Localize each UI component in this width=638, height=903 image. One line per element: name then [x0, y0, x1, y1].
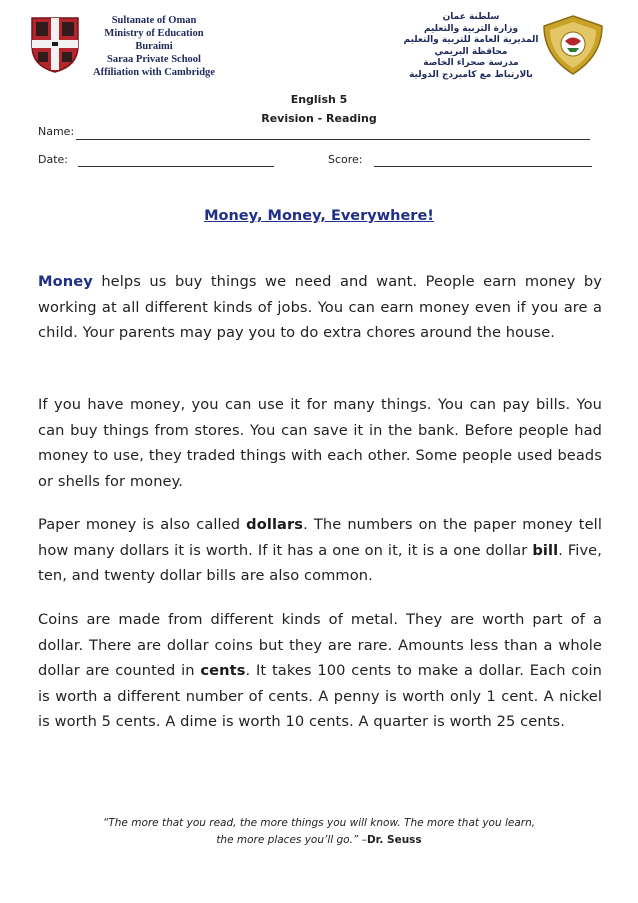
- keyword-dollars: dollars: [246, 516, 304, 533]
- paragraph-text: Coins are made from different kinds of metal. They are worth part of a dollar. There are dollar coins but they are rare. Amounts less than a whole dollar are counted in: [38, 611, 602, 679]
- school-header-english: [84, 14, 224, 79]
- header-line: سلطنة عمان: [442, 12, 500, 22]
- keyword-bill: bill: [532, 541, 559, 559]
- cambridge-crest-logo: [30, 16, 80, 78]
- keyword-cents: cents: [200, 662, 246, 679]
- header-line: Affiliation with Cambridge: [93, 67, 215, 78]
- keyword-money: Money: [38, 273, 93, 290]
- paragraph-text: Paper money is also called: [38, 516, 247, 533]
- paragraph-2: If you have money, you can use it for many things. You can pay bills. You can buy things from stores. You can save it in the bank. Before people had money to use, they traded things with each other. Some people used beads or shells for money.: [38, 396, 602, 490]
- name-field-line[interactable]: [76, 139, 590, 140]
- name-field-row: [38, 125, 74, 138]
- paragraph-4: [38, 607, 602, 735]
- date-field-line[interactable]: [78, 166, 274, 167]
- header-line: بالارتباط مع كامبردج الدولية: [409, 69, 533, 80]
- worksheet-subtitle: Revision - Reading: [261, 112, 377, 125]
- header-line: مدرسة صحراء الخاصة: [423, 58, 519, 68]
- closing-quote: [30, 815, 608, 849]
- quote-author: Dr. Seuss: [366, 834, 422, 846]
- header-line: المديرية العامة للتربية والتعليم: [403, 35, 539, 45]
- score-field-line[interactable]: [374, 166, 592, 167]
- date-label: Date:: [38, 153, 68, 166]
- paragraph-text: . The numbers on the paper money tell how many dollars it is worth. If it has a one on it, it is a one dollar: [38, 516, 602, 559]
- quote-line-1: “The more that you read, the more things you will know. The more that you learn,: [102, 817, 536, 829]
- name-label: Name:: [38, 125, 75, 138]
- paragraph-text: . It takes 100 cents to make a dollar. Each coin is worth a different number of cents. A penny is worth only 1 cent. A nickel is worth 5 cents. A dime is worth 10 cents. A quarter is worth 25 cents.: [38, 662, 602, 730]
- header-line: وزارة التربية والتعليم: [423, 23, 519, 34]
- header-line: Buraimi: [135, 41, 173, 52]
- reading-title: Money, Money, Everywhere!: [204, 208, 434, 224]
- paragraph-1: [38, 269, 602, 346]
- score-label: Score:: [328, 153, 363, 166]
- school-header-arabic: [396, 12, 546, 81]
- quote-text: the more places you’ll go.” –: [216, 834, 367, 846]
- quote-line-2: [30, 832, 608, 849]
- header-line: محافظة البريمي: [434, 46, 508, 57]
- header-line: Ministry of Education: [104, 28, 204, 39]
- paragraph-3: [38, 512, 602, 589]
- header-line: Saraa Private School: [107, 54, 201, 65]
- subject-title: English 5: [290, 93, 348, 106]
- paragraph-text: helps us buy things we need and want. People earn money by working at all different kinds of jobs. You can earn money even if you are a child. Your parents may pay you to do extra chores around the house.: [38, 273, 602, 341]
- paragraph-text: . Five, ten, and twenty dollar bills are also common.: [38, 541, 603, 584]
- school-emblem-logo: [540, 14, 606, 80]
- header-line: Sultanate of Oman: [111, 15, 197, 26]
